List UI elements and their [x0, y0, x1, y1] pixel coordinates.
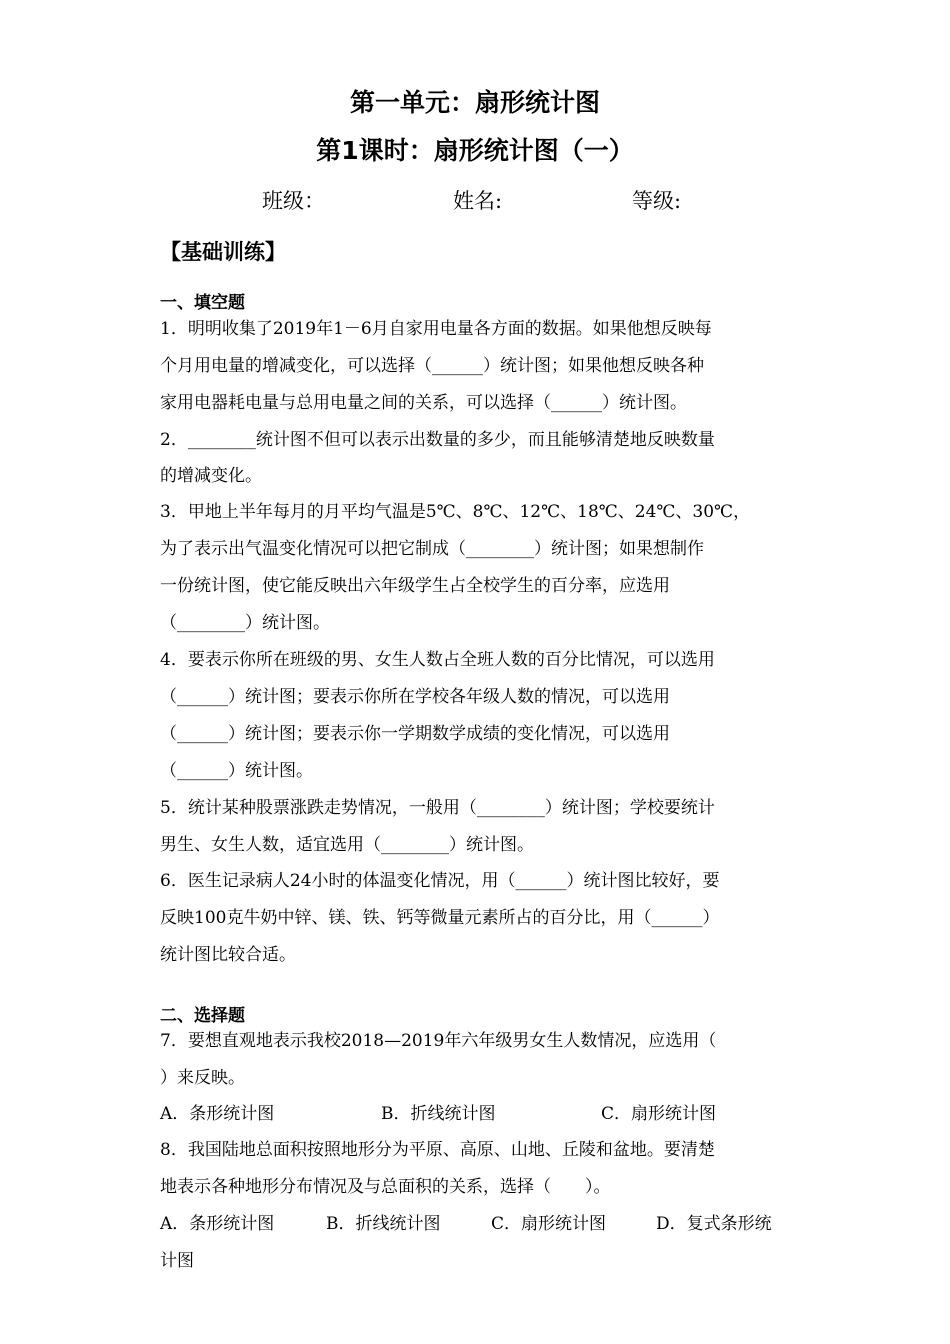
section-fill-blank-heading: 一、填空题 — [160, 293, 245, 313]
page-title: 第一单元：扇形统计图 — [349, 88, 600, 117]
q4-line-2: （______）统计图；要表示你所在学校各年级人数的情况，可以选用 — [160, 687, 670, 707]
grade-label: 等级: — [632, 189, 682, 213]
q2-line-1: 2．________统计图不但可以表示出数量的多少，而且能够清楚地反映数量 — [160, 430, 715, 450]
q5-line-1: 5．统计某种股票涨跌走势情况，一般用（________）统计图；学校要统计 — [160, 798, 715, 818]
q7-line-1: 7．要想直观地表示我校2018—2019年六年级男女生人数情况，应选用（ — [160, 1031, 717, 1051]
q7-line-2: ）来反映。 — [160, 1068, 245, 1088]
q3-line-4: （________）统计图。 — [160, 613, 330, 633]
q1-line-2: 个月用电量的增减变化，可以选择（______）统计图；如果他想反映各种 — [160, 356, 704, 376]
q7-option-a: A．条形统计图 — [160, 1104, 275, 1124]
q6-line-1: 6．医生记录病人24小时的体温变化情况，用（______）统计图比较好，要 — [160, 871, 720, 891]
q8-line-1: 8．我国陆地总面积按照地形分为平原、高原、山地、丘陵和盆地。要清楚 — [160, 1140, 715, 1160]
class-label: 班级： — [262, 189, 325, 213]
q3-line-2: 为了表示出气温变化情况可以把它制成（________）统计图；如果想制作 — [160, 539, 704, 559]
q8-option-a: A．条形统计图 — [160, 1214, 275, 1234]
q8-line-2: 地表示各种地形分布情况及与总面积的关系，选择（ ）。 — [160, 1177, 611, 1197]
q8-option-c: C．扇形统计图 — [491, 1214, 607, 1234]
q8-option-d-tail: 计图 — [160, 1251, 194, 1271]
q3-line-3: 一份统计图，使它能反映出六年级学生占全校学生的百分率，应选用 — [160, 576, 670, 596]
q8-option-b: B．折线统计图 — [326, 1214, 441, 1234]
q4-line-4: （______）统计图。 — [160, 761, 313, 781]
page-subtitle: 第1课时：扇形统计图（一） — [316, 136, 634, 165]
q8-option-d: D．复式条形统 — [656, 1214, 772, 1234]
q7-option-c: C．扇形统计图 — [601, 1104, 717, 1124]
q3-line-1: 3．甲地上半年每月的月平均气温是5℃、8℃、12℃、18℃、24℃、30℃， — [160, 502, 751, 522]
q5-line-2: 男生、女生人数，适宜选用（________）统计图。 — [160, 835, 534, 855]
name-label: 姓名: — [453, 189, 503, 213]
q6-line-2: 反映100克牛奶中锌、镁、铁、钙等微量元素所占的百分比，用（______） — [160, 908, 720, 928]
q1-line-1: 1．明明收集了2019年1－6月自家用电量各方面的数据。如果他想反映每 — [160, 319, 712, 339]
q6-line-3: 统计图比较合适。 — [160, 945, 296, 965]
q2-line-2: 的增减变化。 — [160, 466, 262, 486]
section-choice-heading: 二、选择题 — [160, 1006, 245, 1026]
q4-line-3: （______）统计图；要表示你一学期数学成绩的变化情况，可以选用 — [160, 724, 670, 744]
q4-line-1: 4．要表示你所在班级的男、女生人数占全班人数的百分比情况，可以选用 — [160, 650, 715, 670]
q7-option-b: B．折线统计图 — [381, 1104, 496, 1124]
q1-line-3: 家用电器耗电量与总用电量之间的关系，可以选择（______）统计图。 — [160, 393, 687, 413]
section-basic-training: 【基础训练】 — [160, 240, 286, 264]
